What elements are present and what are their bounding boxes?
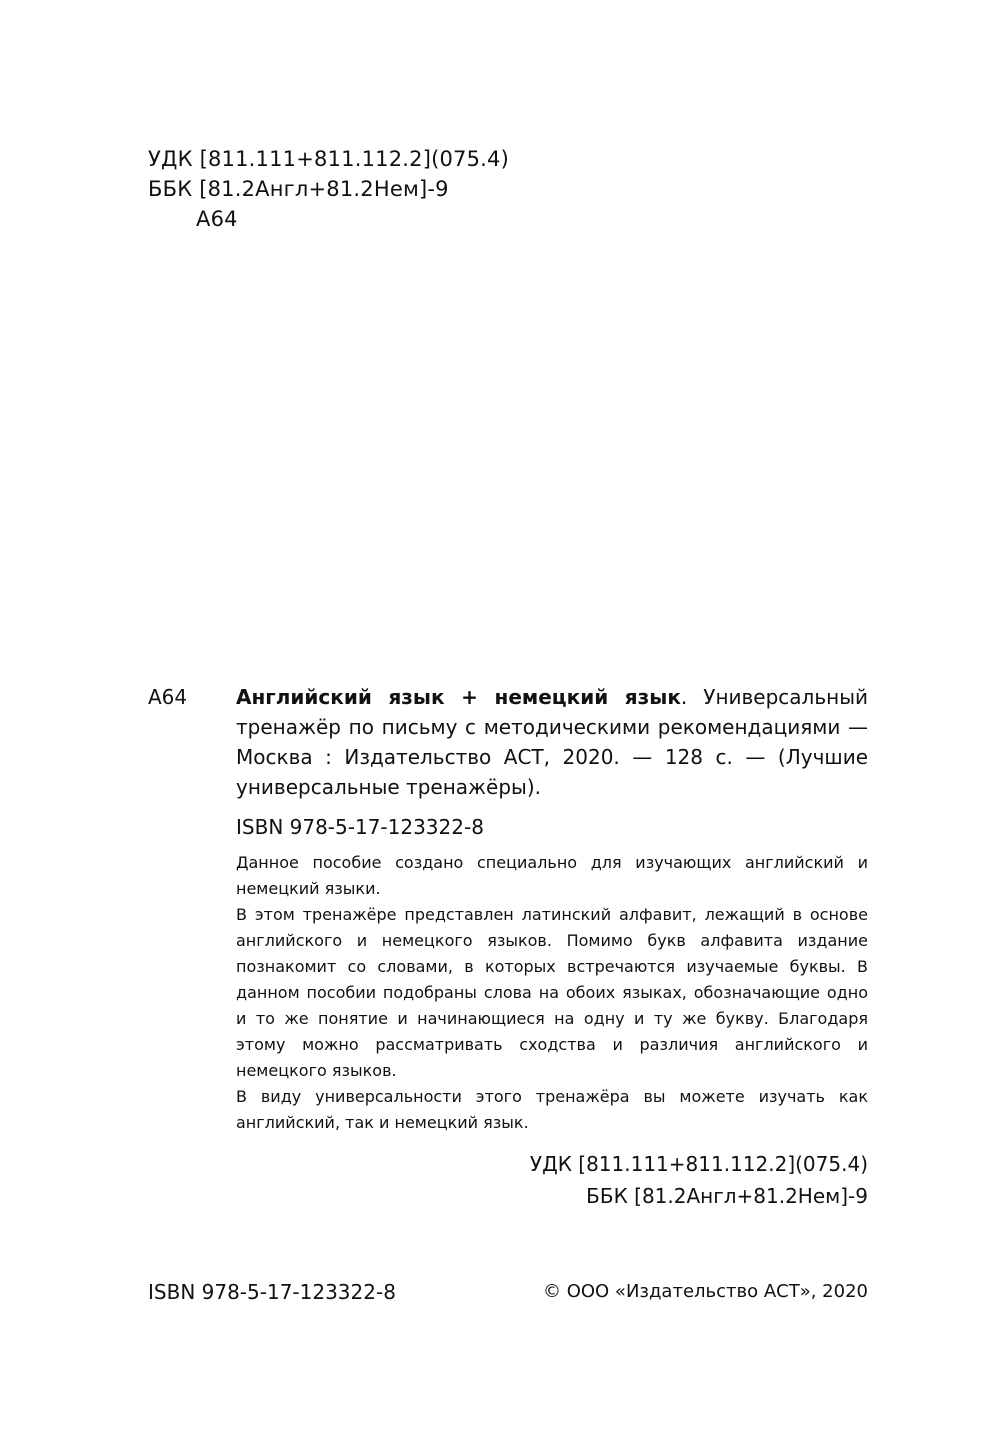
bibliographic-entry [148, 682, 868, 1212]
footer-isbn: ISBN 978-5-17-123322-8 [148, 1280, 396, 1304]
bibliographic-description [236, 682, 868, 802]
annotation-paragraph: В этом тренажёре представлен латинский алфавит, лежащий в основе английского и немецкого языков. Помимо букв алфавита издание познакомит со словами, в которых встречаются изучаемые буквы. В данном пособии подобраны слова на обоих языках, обозначающие одно и то же понятие и начинающиеся на одну и ту же букву. Благодаря этому можно рассматривать сходства и различия английского и немецкого языков. [236, 905, 868, 1080]
bbk-code: ББК [81.2Англ+81.2Нем]-9 [148, 177, 449, 201]
author-mark: А64 [196, 207, 238, 231]
udc-code: УДК [811.111+811.112.2](075.4) [148, 147, 509, 171]
bibliographic-details: . Универсальный тренажёр по письму с методическими рекомендациями — Москва : Издательство АСТ, 2020. — 128 с. — (Лучшие универсальные тренажёры). [236, 685, 868, 799]
annotation-paragraph: Данное пособие создано специально для изучающих английский и немецкий языки. [236, 853, 868, 898]
udc-code-bottom: УДК [811.111+811.112.2](075.4) [529, 1152, 868, 1176]
annotation [236, 850, 868, 1136]
annotation-paragraph: В виду универсальности этого тренажёра вы можете изучать как английский, так и немецкий язык. [236, 1087, 868, 1132]
book-title: Английский язык + немецкий язык [236, 685, 681, 709]
bbk-code-bottom: ББК [81.2Англ+81.2Нем]-9 [586, 1184, 868, 1208]
copyright-notice: © ООО «Издательство АСТ», 2020 [542, 1281, 868, 1302]
entry-author-mark: А64 [148, 685, 188, 709]
classification-codes-bottom [148, 1148, 868, 1212]
classification-codes-top [148, 144, 509, 234]
entry-heading [148, 682, 868, 802]
entry-isbn: ISBN 978-5-17-123322-8 [236, 815, 484, 839]
